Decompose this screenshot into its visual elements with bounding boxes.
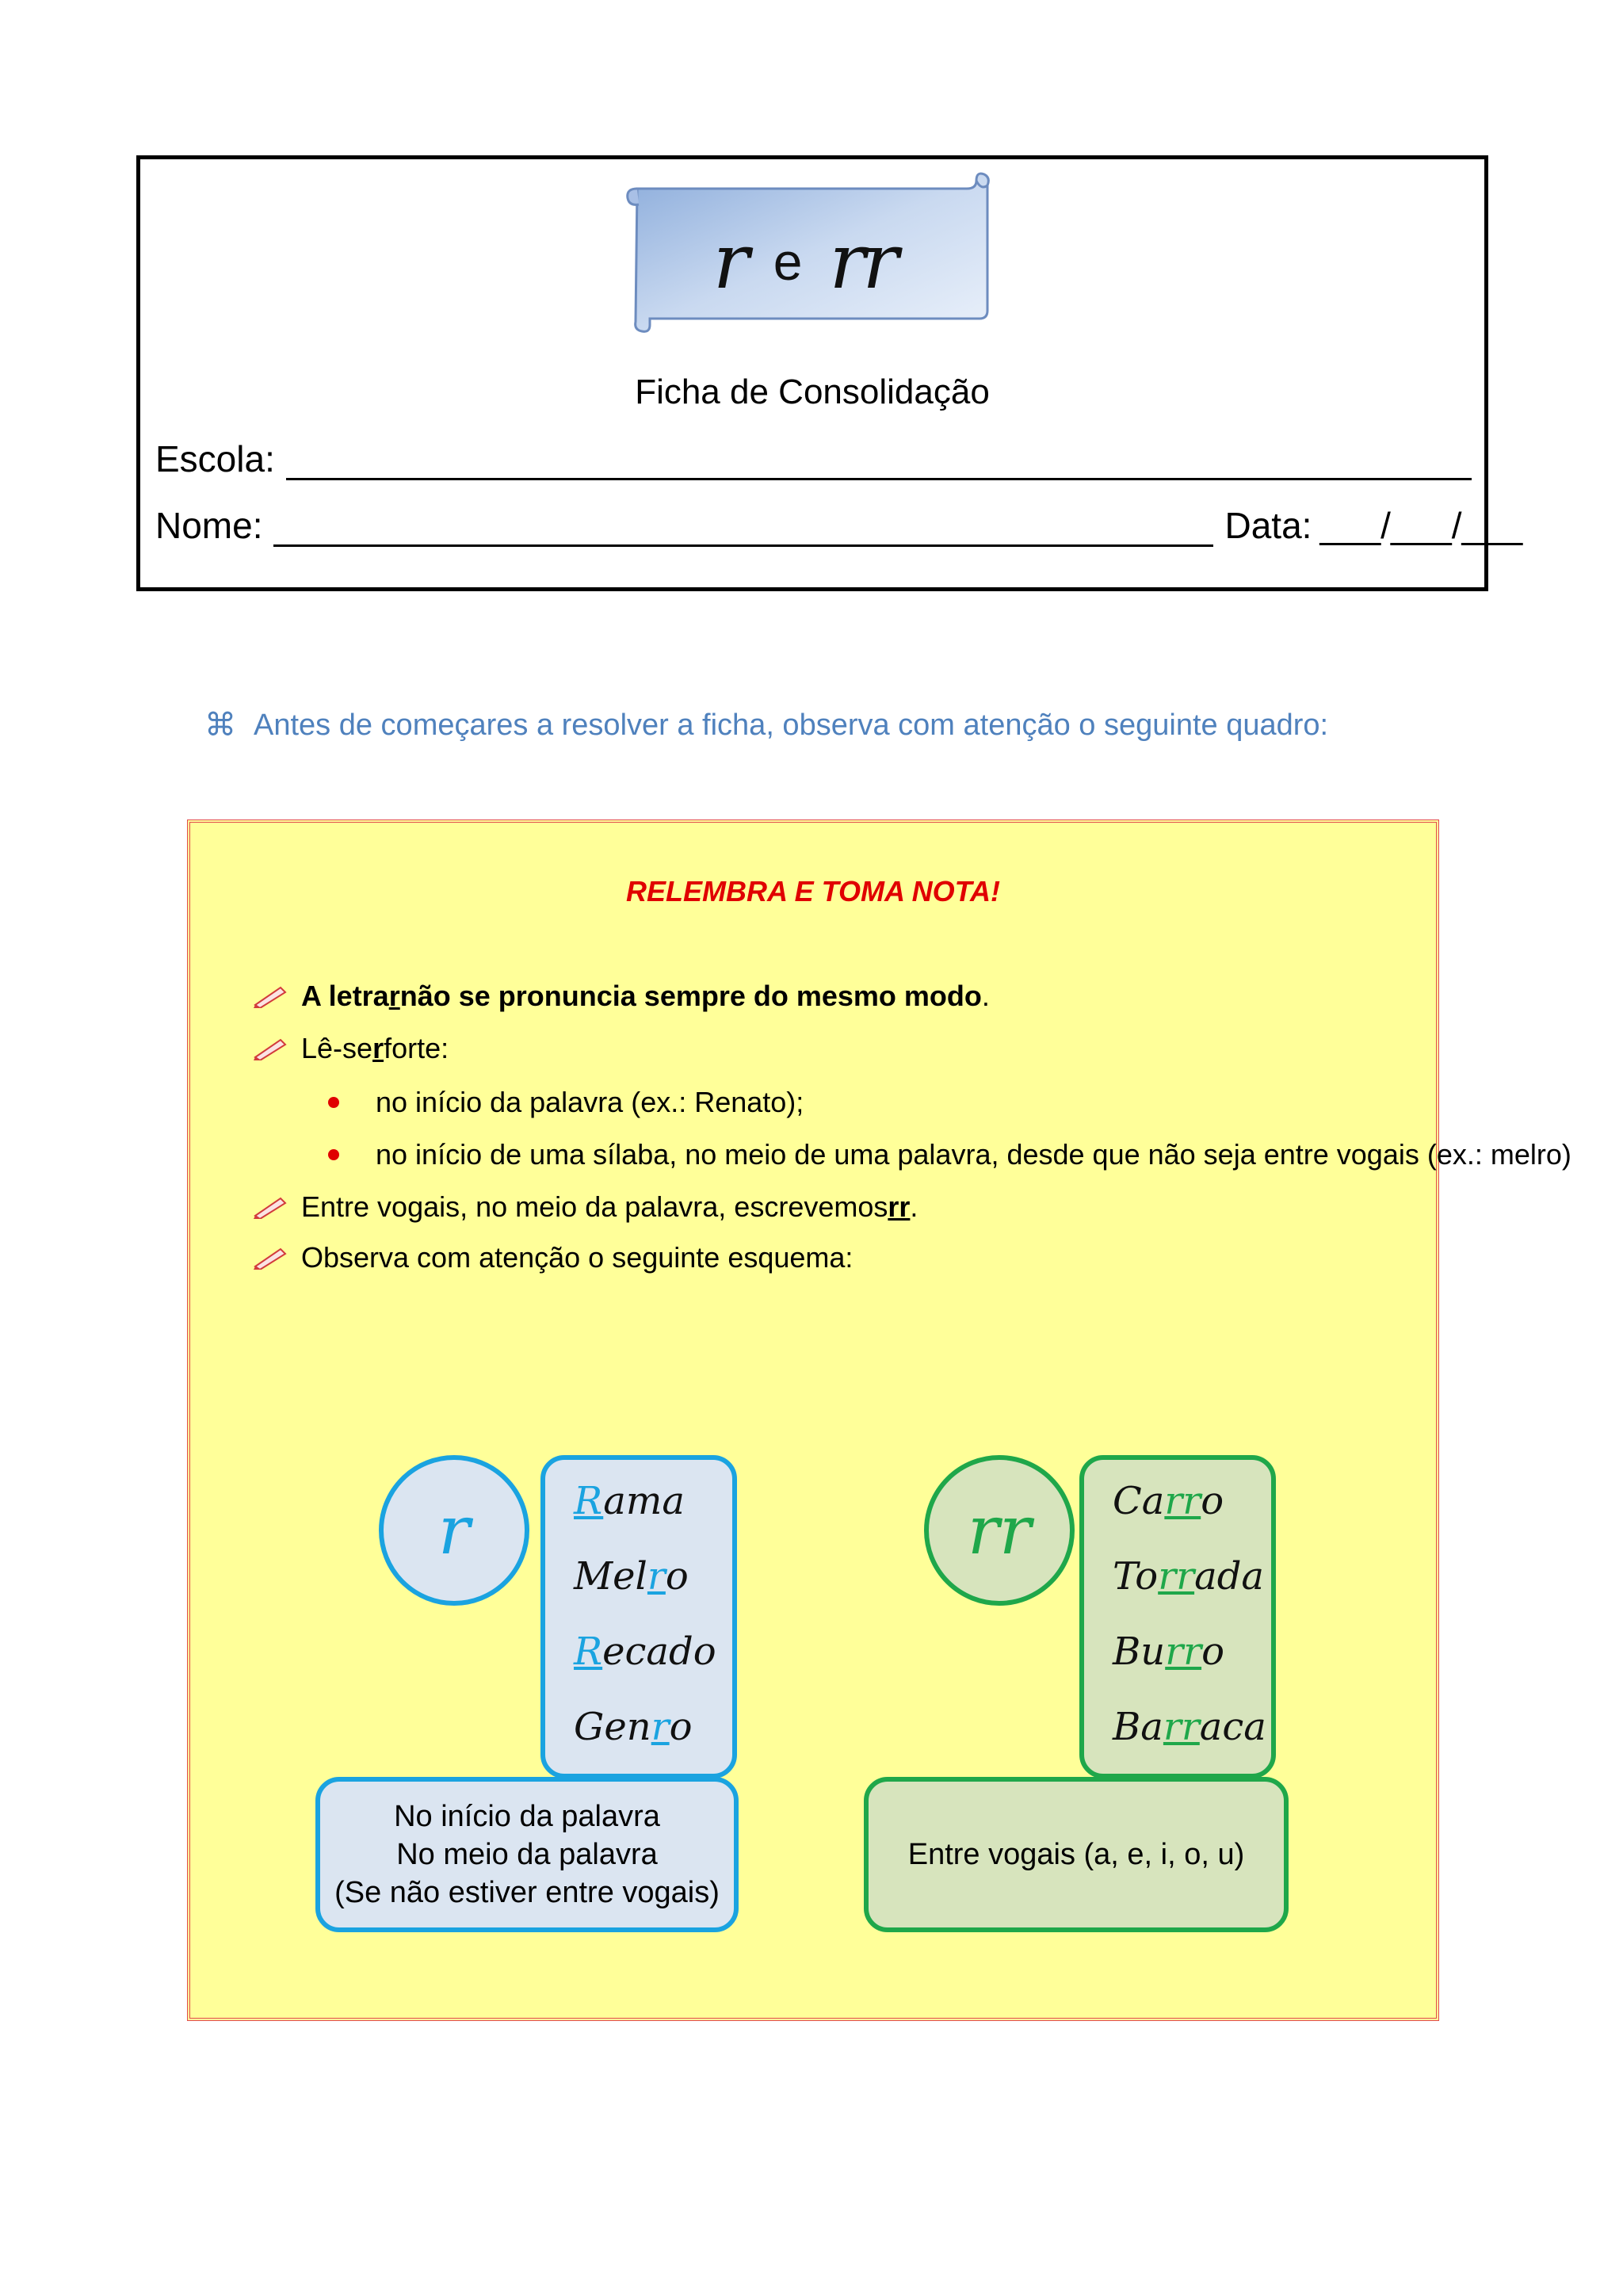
rr-rule-box — [864, 1777, 1289, 1932]
r-word-4: Genro — [574, 1705, 693, 1749]
date-blank[interactable]: ___/___/___ — [1319, 505, 1523, 546]
name-date-field — [155, 504, 1522, 547]
pencil-icon — [252, 1195, 287, 1219]
note-line-1-u: r — [388, 980, 400, 1012]
name-input-line[interactable] — [273, 513, 1213, 547]
note-bullet-1 — [328, 1086, 804, 1119]
r-word-3: Recado — [574, 1629, 716, 1674]
pencil-icon — [252, 1037, 287, 1060]
r-rule-box — [315, 1777, 739, 1932]
note-title: RELEMBRA E TOMA NOTA! — [626, 875, 1000, 907]
note-bullet-1-text: no início da palavra (ex.: Renato); — [376, 1086, 804, 1118]
bullet-dot-icon — [328, 1097, 339, 1108]
rr-word-box — [1079, 1455, 1276, 1778]
rr-word-3: Burro — [1113, 1629, 1224, 1674]
note-line-2-pre: Lê-se — [301, 1032, 373, 1064]
school-field — [155, 437, 1472, 480]
note-line-1-end: . — [981, 980, 990, 1012]
date-label: Data: — [1224, 505, 1312, 546]
note-line-1-post: não se pronuncia sempre do mesmo modo — [399, 980, 982, 1012]
note-line-3-u: rr — [888, 1190, 911, 1223]
banner-title — [650, 214, 959, 309]
name-label: Nome: — [155, 505, 263, 546]
rr-word-1: Carro — [1113, 1479, 1224, 1523]
r-rule-2: No meio da palavra — [396, 1838, 658, 1871]
bullet-dot-icon — [328, 1149, 339, 1160]
note-line-4 — [252, 1241, 853, 1274]
banner-r: r — [712, 217, 747, 306]
instruction — [204, 707, 1328, 743]
note-line-3-post: . — [910, 1190, 918, 1223]
rr-word-2: Torrada — [1113, 1554, 1265, 1599]
note-bullet-2 — [328, 1138, 1571, 1171]
note-line-2-u: r — [372, 1032, 384, 1064]
pencil-icon — [252, 1246, 287, 1270]
r-rule-3: (Se não estiver entre vogais) — [334, 1876, 720, 1909]
sheet-title: Ficha de Consolidação — [635, 372, 990, 411]
r-circle: r — [379, 1455, 529, 1606]
note-line-2 — [252, 1032, 449, 1065]
note-line-1-pre: A letra — [301, 980, 389, 1012]
r-word-box — [540, 1455, 737, 1778]
instruction-text: Antes de começares a resolver a ficha, observa com atenção o seguinte quadro: — [254, 708, 1329, 742]
banner-connector: e — [773, 232, 803, 291]
r-rule-1: No início da palavra — [394, 1800, 660, 1833]
school-input-line[interactable] — [286, 446, 1472, 480]
note-line-1 — [252, 980, 990, 1013]
rr-rule: Entre vogais (a, e, i, o, u) — [907, 1838, 1245, 1871]
pencil-icon — [252, 984, 287, 1008]
note-line-4-text: Observa com atenção o seguinte esquema: — [301, 1241, 854, 1274]
school-label: Escola: — [155, 438, 275, 479]
note-line-3-pre: Entre vogais, no meio da palavra, escrevemos — [301, 1190, 888, 1223]
command-icon: ⌘ — [204, 708, 236, 743]
rr-word-4: Barraca — [1113, 1705, 1266, 1749]
banner-rr: rr — [829, 217, 896, 306]
r-word-1: Rama — [574, 1479, 685, 1523]
note-line-2-post: forte: — [384, 1032, 449, 1064]
rr-circle: rr — [924, 1455, 1075, 1606]
note-bullet-2-text: no início de uma sílaba, no meio de uma palavra, desde que não seja entre vogais (ex.: melro) — [376, 1138, 1571, 1171]
r-word-2: Melro — [574, 1554, 689, 1599]
note-line-3 — [252, 1190, 918, 1224]
